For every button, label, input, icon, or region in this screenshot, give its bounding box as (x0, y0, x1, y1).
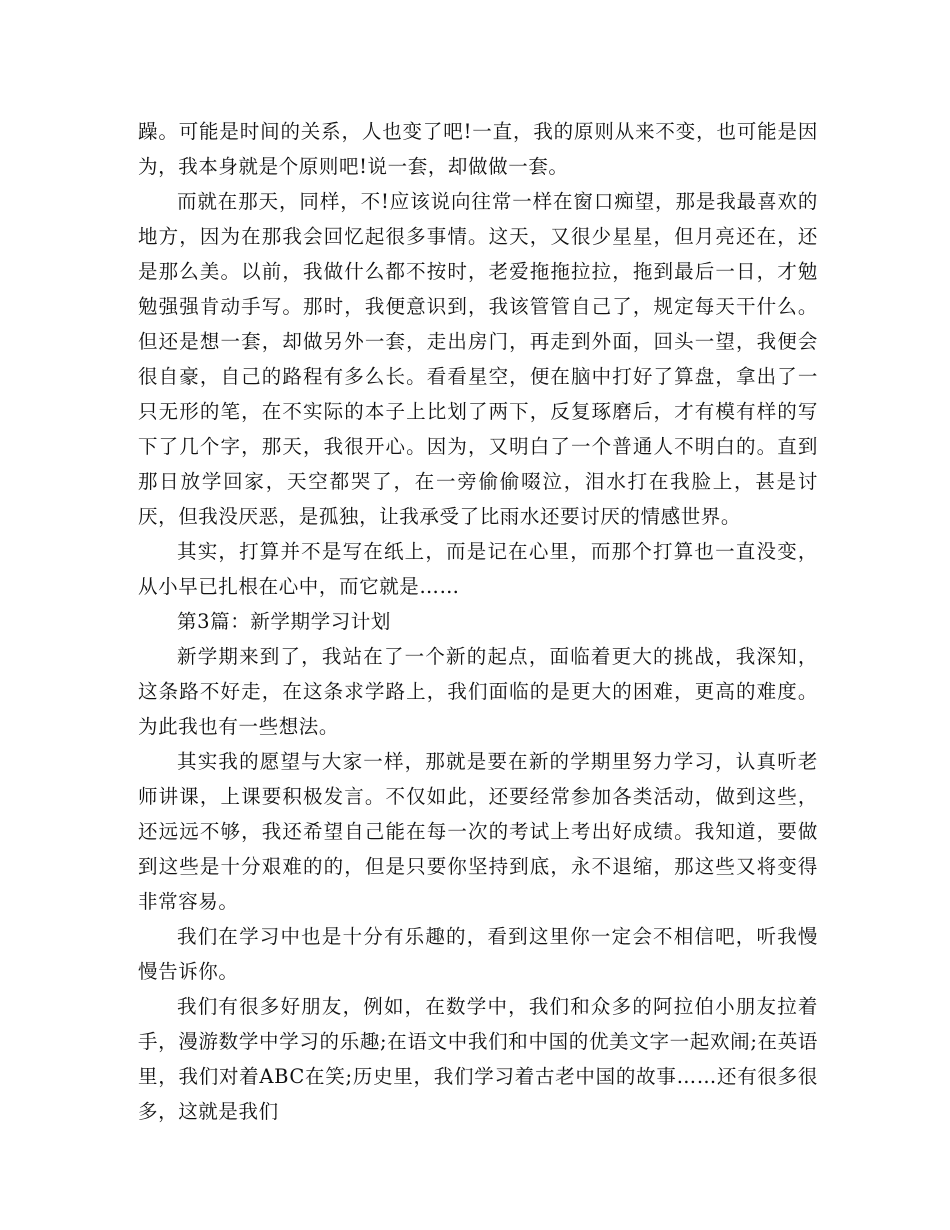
paragraph-new-semester: 新学期来到了，我站在了一个新的起点，面临着更大的挑战，我深知，这条路不好走，在这条求学路上，我们面临的是更大的困难，更高的难度。为此我也有一些想法。 (138, 645, 818, 738)
paragraph-friends-subjects: 我们有很多好朋友，例如，在数学中，我们和众多的阿拉伯小朋友拉着手，漫游数学中学习的乐趣;在语文中我们和中国的优美文字一起欢闹;在英语里，我们对着ABC在笑;历史里，我们学习着古老中国的故事……还有很多很多，这就是我们 (138, 995, 818, 1123)
paragraph-continuation: 躁。可能是时间的关系，人也变了吧!一直，我的原则从来不变，也可能是因为，我本身就是个原则吧!说一套，却做做一套。 (138, 120, 818, 178)
paragraph-fun-in-learning: 我们在学习中也是十分有乐趣的，看到这里你一定会不相信吧，听我慢慢告诉你。 (138, 925, 818, 983)
paragraph-plan-in-heart: 其实，打算并不是写在纸上，而是记在心里，而那个打算也一直没变，从小早已扎根在心中，而它就是…… (138, 540, 818, 598)
paragraph-window-memory: 而就在那天，同样，不!应该说向往常一样在窗口痴望，那是我最喜欢的地方，因为在那我会回忆起很多事情。这天，又很少星星，但月亮还在，还是那么美。以前，我做什么都不按时，老爱拖拖拉拉，拖到最后一日，才勉勉强强肯动手写。那时，我便意识到，我该管管自己了，规定每天干什么。但还是想一套，却做另外一套，走出房门，再走到外面，回头一望，我便会很自豪，自己的路程有多么长。看看星空，便在脑中打好了算盘，拿出了一只无形的笔，在不实际的本子上比划了两下，反复琢磨后，才有模有样的写下了几个字，那天，我很开心。因为，又明白了一个普通人不明白的。直到那日放学回家，天空都哭了，在一旁偷偷啜泣，泪水打在我脸上，甚是讨厌，但我没厌恶，是孤独，让我承受了比雨水还要讨厌的情感世界。 (138, 190, 818, 528)
section-heading: 第3篇：新学期学习计划 (177, 610, 392, 633)
document-body (138, 114, 818, 1129)
paragraph-wishes: 其实我的愿望与大家一样，那就是要在新的学期里努力学习，认真听老师讲课，上课要积极发言。不仅如此，还要经常参加各类活动，做到这些，还远远不够，我还希望自己能在每一次的考试上考出好成绩。我知道，要做到这些是十分艰难的的，但是只要你坚持到底，永不退缩，那这些又将变得非常容易。 (138, 750, 818, 913)
